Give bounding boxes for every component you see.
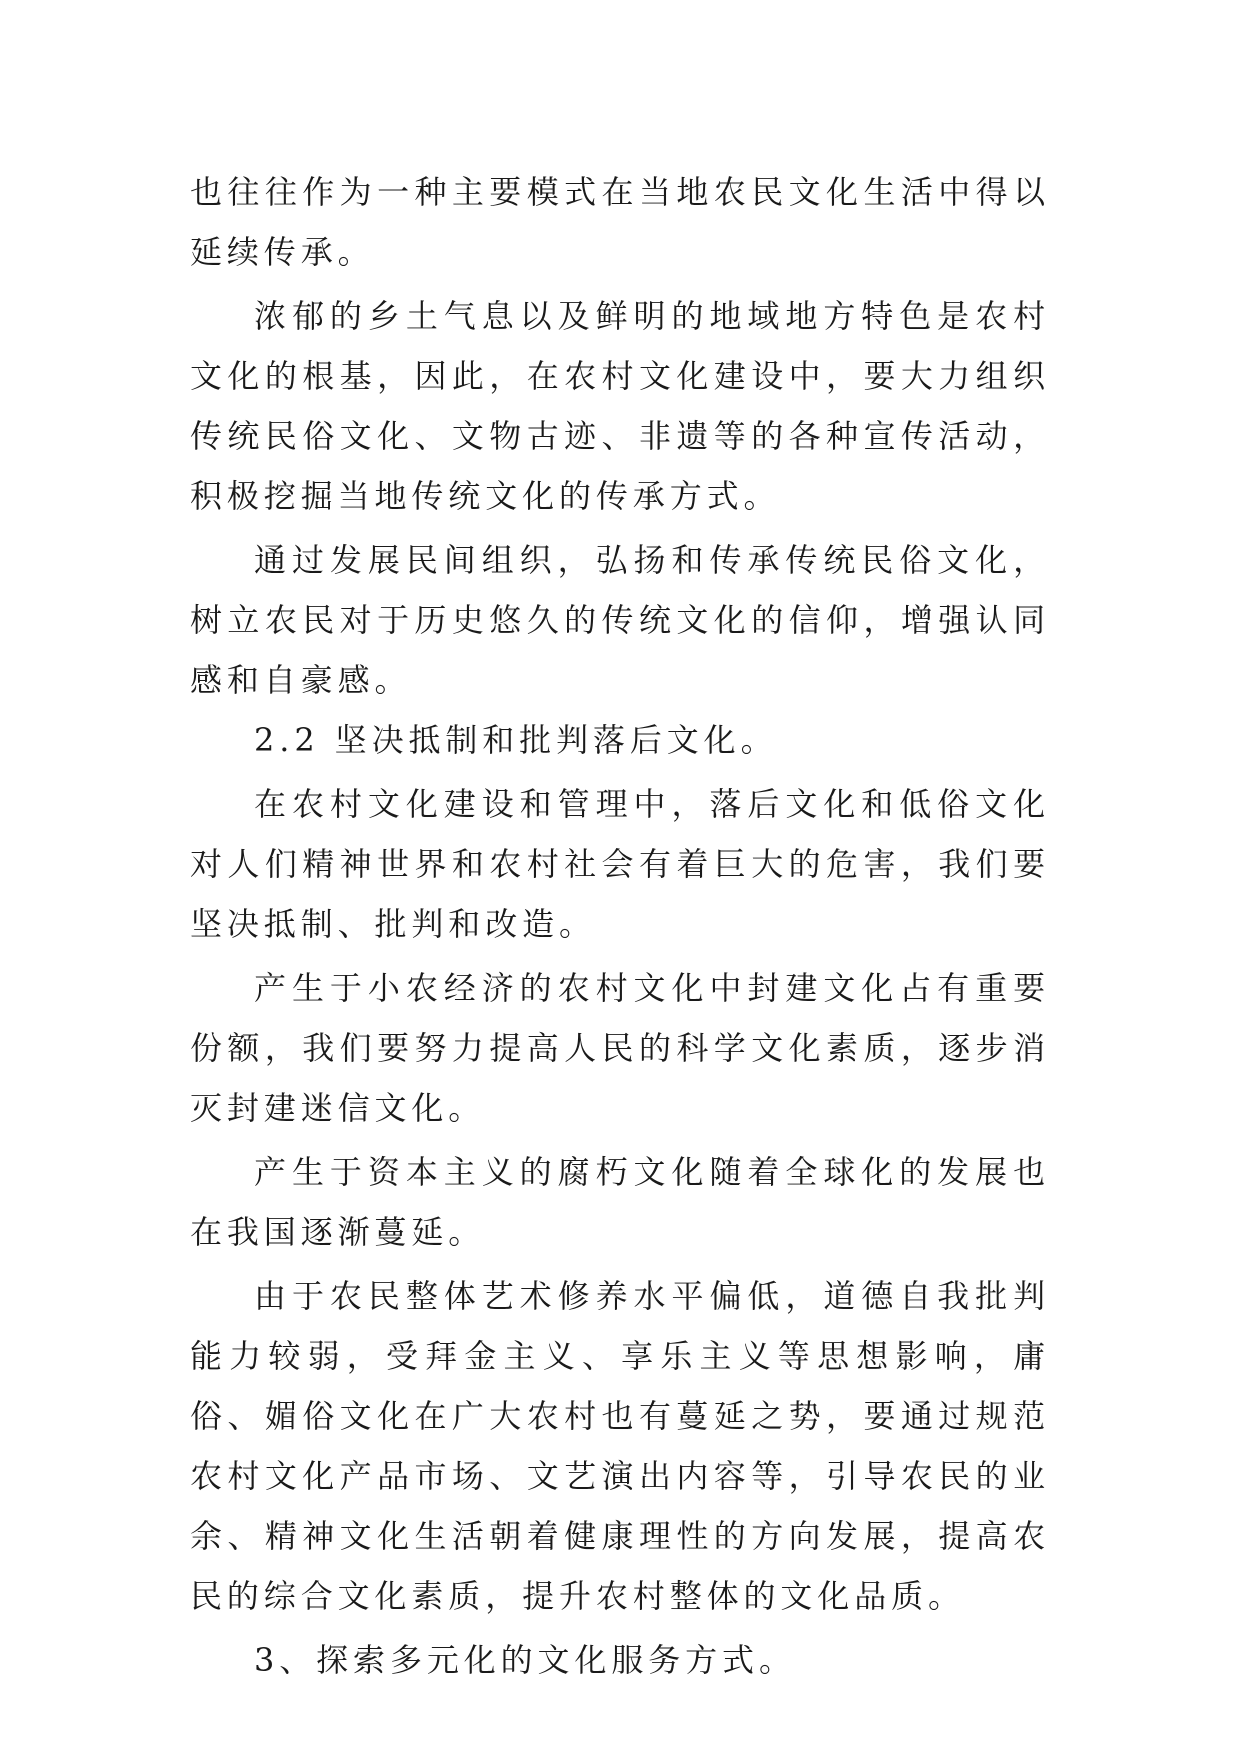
- paragraph: 产生于小农经济的农村文化中封建文化占有重要份额，我们要努力提高人民的科学文化素质，逐步消灭封建迷信文化。: [190, 969, 1050, 1127]
- paragraph: 产生于资本主义的腐朽文化随着全球化的发展也在我国逐渐蔓延。: [190, 1153, 1050, 1251]
- paragraph: 在农村文化建设和管理中，落后文化和低俗文化对人们精神世界和农村社会有着巨大的危害，我们要坚决抵制、批判和改造。: [190, 785, 1050, 943]
- paragraph: 浓郁的乡土气息以及鲜明的地域地方特色是农村文化的根基，因此，在农村文化建设中，要大力组织传统民俗文化、文物古迹、非遗等的各种宣传活动，积极挖掘当地传统文化的传承方式。: [190, 297, 1050, 515]
- paragraph: 通过发展民间组织，弘扬和传承传统民俗文化，树立农民对于历史悠久的传统文化的信仰，增强认同感和自豪感。: [190, 541, 1050, 699]
- section-heading: 2.2 坚决抵制和批判落后文化。: [254, 721, 778, 759]
- document-body: [190, 162, 1050, 1690]
- paragraph: 由于农民整体艺术修养水平偏低，道德自我批判能力较弱，受拜金主义、享乐主义等思想影响，庸俗、媚俗文化在广大农村也有蔓延之势，要通过规范农村文化产品市场、文艺演出内容等，引导农民的业余、精神文化生活朝着健康理性的方向发展，提高农民的综合文化素质，提升农村整体的文化品质。: [190, 1277, 1050, 1615]
- paragraph: 也往往作为一种主要模式在当地农民文化生活中得以延续传承。: [190, 173, 1050, 271]
- section-heading: 3、探索多元化的文化服务方式。: [254, 1641, 796, 1679]
